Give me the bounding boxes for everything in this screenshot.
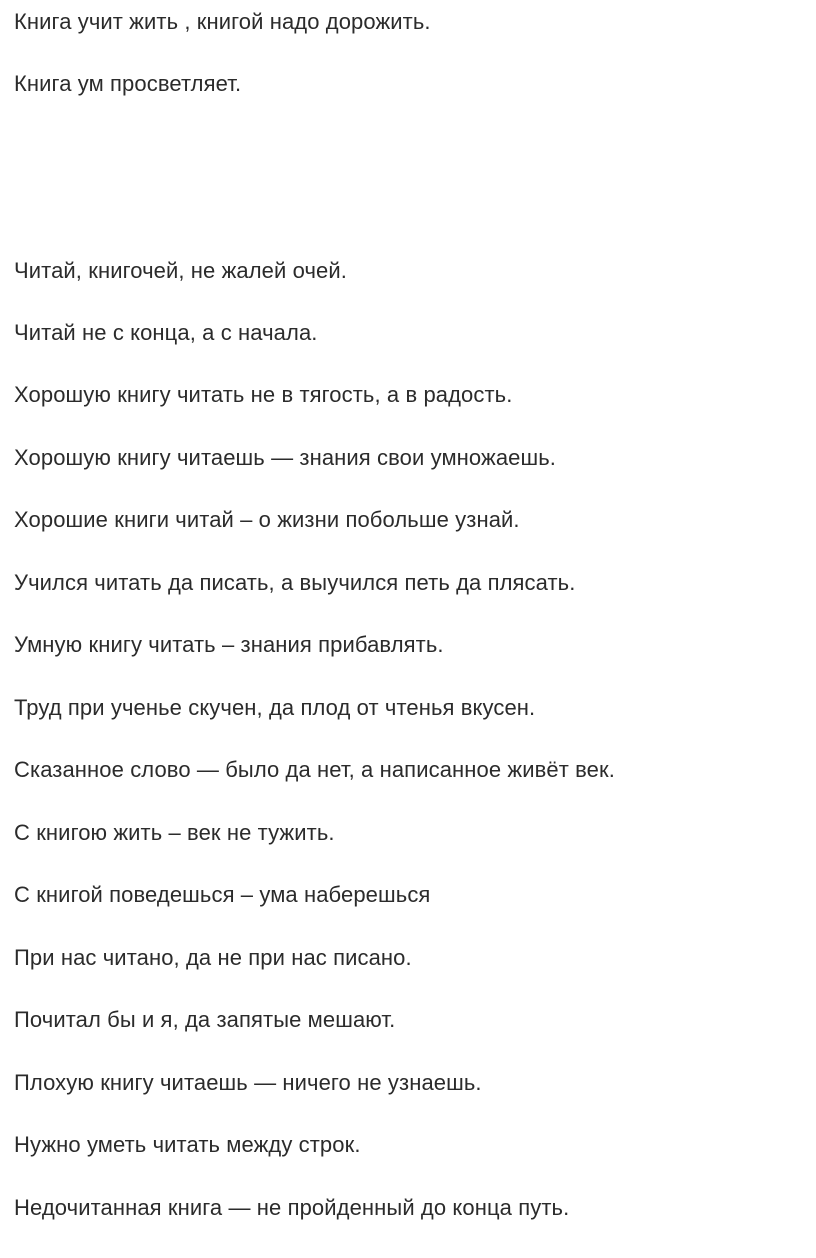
intro-line: Книга ум просветляет. xyxy=(14,71,242,96)
proverb-line: Умную книгу читать – знания прибавлять. xyxy=(14,632,444,657)
intro-line: Книга учит жить , книгой надо дорожить. xyxy=(14,9,431,34)
proverb-line: Хорошую книгу читаешь — знания свои умножаешь. xyxy=(14,445,557,470)
proverb-line: Читай, книгочей, не жалей очей. xyxy=(14,258,347,283)
proverb-line: Учился читать да писать, а выучился петь да плясать. xyxy=(14,570,576,595)
proverb-line: Хорошие книги читай – о жизни побольше узнай. xyxy=(14,507,520,532)
proverb-line: Читай не с конца, а с начала. xyxy=(14,320,318,345)
proverb-line: Сказанное слово — было да нет, а написанное живёт век. xyxy=(14,757,615,782)
proverb-line: Хорошую книгу читать не в тягость, а в радость. xyxy=(14,382,513,407)
proverb-line: Почитал бы и я, да запятые мешают. xyxy=(14,1007,396,1032)
proverb-line: С книгою жить – век не тужить. xyxy=(14,820,335,845)
proverb-line: Недочитанная книга — не пройденный до конца путь. xyxy=(14,1195,570,1220)
proverb-line: Нужно уметь читать между строк. xyxy=(14,1132,361,1157)
proverb-line: Плохую книгу читаешь — ничего не узнаешь. xyxy=(14,1070,482,1095)
proverb-line: Труд при ученье скучен, да плод от чтенья вкусен. xyxy=(14,695,536,720)
proverb-line: При нас читано, да не при нас писано. xyxy=(14,945,412,970)
proverb-line: С книгой поведешься – ума наберешься xyxy=(14,882,431,907)
